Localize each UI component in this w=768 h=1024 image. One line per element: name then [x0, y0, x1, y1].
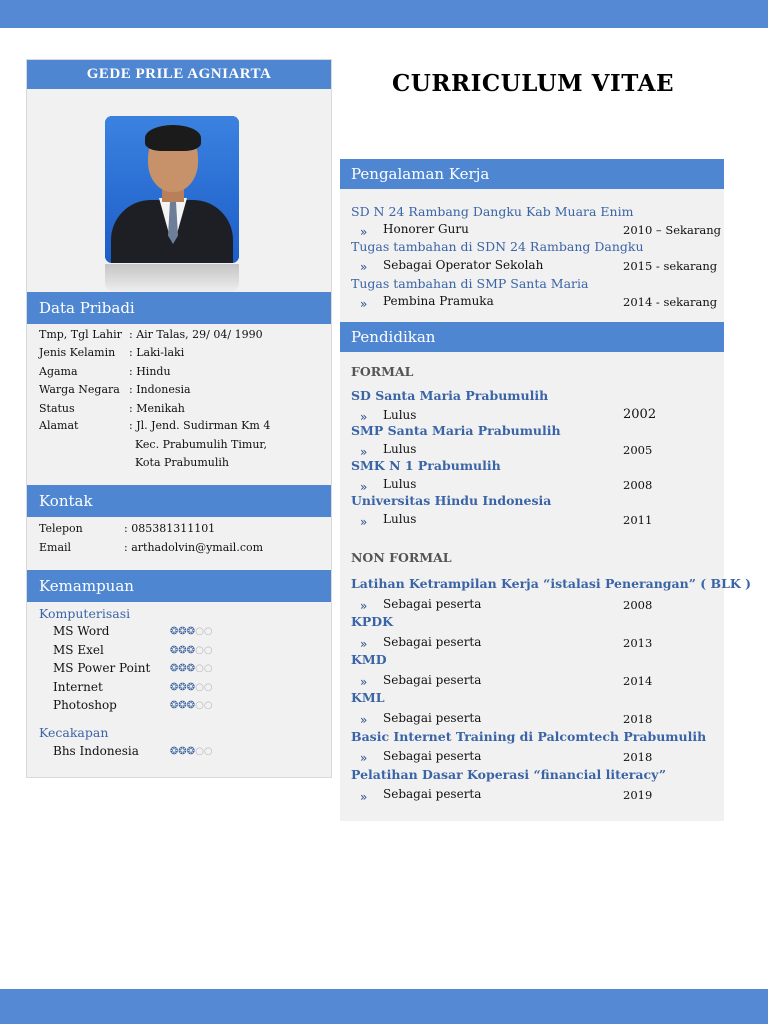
rating-empty-icon: ○ [195, 682, 204, 693]
rating-empty-icon: ○ [195, 663, 204, 674]
right-column [340, 159, 752, 821]
skill-name: Internet [53, 680, 103, 694]
experience-year: 2010 – Sekarang [623, 223, 721, 237]
rating-empty-icon: ○ [195, 645, 204, 656]
rating-empty-icon: ○ [203, 626, 213, 637]
formal-label: FORMAL [351, 364, 414, 379]
education-status: Lulus [383, 477, 417, 491]
training-role: Sebagai peserta [383, 635, 482, 649]
experience-role: Honorer Guru [383, 222, 469, 236]
training-title: Pelatihan Dasar Koperasi “financial literacy” [351, 767, 667, 782]
education-year: 2008 [623, 478, 653, 492]
education-title: SD Santa Maria Prabumulih [351, 388, 549, 403]
skill-name: Photoshop [53, 698, 117, 712]
rating-filled-icon: ❂ [170, 626, 179, 637]
rating-filled-icon: ❂ [178, 682, 187, 693]
experience-role: Pembina Pramuka [383, 294, 494, 308]
rating-empty-icon: ○ [195, 700, 204, 711]
rating-filled-icon: ❂ [170, 645, 179, 656]
training-role: Sebagai peserta [383, 597, 482, 611]
rating-filled-icon: ❂ [186, 700, 196, 711]
language-name: Bhs Indonesia [53, 744, 139, 758]
rating-filled-icon: ❂ [178, 700, 187, 711]
rating-filled-icon: ❂ [170, 663, 179, 674]
education-status: Lulus [383, 408, 417, 422]
rating-filled-icon: ❂ [178, 645, 187, 656]
experience-title: Tugas tambahan di SMP Santa Maria [351, 276, 589, 291]
rating-filled-icon: ❂ [170, 746, 179, 757]
rating-filled-icon: ❂ [186, 663, 196, 674]
training-title: Basic Internet Training di Palcomtech Prabumulih [351, 729, 707, 744]
value-gender: : Laki-laki [129, 346, 185, 359]
rating-filled-icon: ❂ [186, 626, 196, 637]
education-title: SMP Santa Maria Prabumulih [351, 423, 561, 438]
value-religion: : Hindu [129, 365, 171, 378]
value-email: : arthadolvin@ymail.com [124, 541, 264, 554]
rating-empty-icon: ○ [203, 645, 213, 656]
skill-name: MS Word [53, 624, 110, 638]
education-status: Lulus [383, 512, 417, 526]
training-year: 2018 [623, 712, 653, 726]
rating-empty-icon: ○ [203, 700, 213, 711]
nonformal-label: NON FORMAL [351, 550, 452, 565]
bullet-icon: » [360, 751, 368, 765]
experience-year: 2014 - sekarang [623, 295, 718, 309]
bullet-icon: » [360, 410, 368, 424]
education-status: Lulus [383, 442, 417, 456]
training-title: KMD [351, 652, 387, 667]
photo-reflection [105, 264, 239, 294]
section-data-pribadi: Data Pribadi [27, 292, 331, 324]
left-column [26, 59, 332, 778]
training-title: KPDK [351, 614, 393, 629]
rating-empty-icon: ○ [203, 746, 213, 757]
kecakapan-label: Kecakapan [39, 725, 109, 740]
experience-role: Sebagai Operator Sekolah [383, 258, 544, 272]
value-status: : Menikah [129, 402, 185, 415]
rating-empty-icon: ○ [203, 663, 213, 674]
section-kemampuan: Kemampuan [27, 570, 331, 602]
label-status: Status [39, 402, 75, 415]
bullet-icon: » [360, 445, 368, 459]
skill-rating-icon [170, 645, 213, 656]
skill-rating-icon [170, 663, 213, 674]
skill-rating-icon [170, 682, 213, 693]
training-role: Sebagai peserta [383, 749, 482, 763]
value-address-line3: Kota Prabumulih [135, 456, 229, 469]
training-role: Sebagai peserta [383, 673, 482, 687]
training-year: 2018 [623, 750, 653, 764]
value-address-line1: : Jl. Jend. Sudirman Km 4 [129, 419, 271, 432]
language-rating-icon [170, 746, 213, 757]
education-year: 2011 [623, 513, 653, 527]
label-email: Email [39, 541, 72, 554]
bullet-icon: » [360, 790, 368, 804]
person-name: GEDE PRILE AGNIARTA [27, 60, 331, 89]
skill-rating-icon [170, 700, 213, 711]
label-address: Alamat [39, 419, 79, 432]
section-pengalaman: Pengalaman Kerja [340, 159, 724, 189]
cv-title: CURRICULUM VITAE [392, 70, 674, 97]
bullet-icon: » [360, 297, 368, 311]
rating-empty-icon: ○ [195, 626, 204, 637]
rating-filled-icon: ❂ [170, 700, 179, 711]
rating-empty-icon: ○ [195, 746, 204, 757]
education-title: Universitas Hindu Indonesia [351, 493, 552, 508]
label-religion: Agama [39, 365, 78, 378]
profile-photo [105, 116, 239, 263]
skill-rating-icon [170, 626, 213, 637]
label-citizenship: Warga Negara [39, 383, 120, 396]
experience-title: Tugas tambahan di SDN 24 Rambang Dangku [351, 239, 644, 254]
komputerisasi-label: Komputerisasi [39, 606, 131, 621]
rating-empty-icon: ○ [203, 682, 213, 693]
value-address-line2: Kec. Prabumulih Timur, [135, 438, 267, 451]
top-band [0, 0, 768, 28]
bullet-icon: » [360, 713, 368, 727]
rating-filled-icon: ❂ [186, 746, 196, 757]
education-year: 2002 [623, 407, 657, 422]
training-role: Sebagai peserta [383, 787, 482, 801]
section-pendidikan: Pendidikan [340, 322, 724, 352]
rating-filled-icon: ❂ [178, 746, 187, 757]
skill-name: MS Exel [53, 643, 104, 657]
rating-filled-icon: ❂ [178, 663, 187, 674]
training-year: 2019 [623, 788, 653, 802]
bullet-icon: » [360, 480, 368, 494]
value-citizenship: : Indonesia [129, 383, 191, 396]
education-title: SMK N 1 Prabumulih [351, 458, 501, 473]
label-birth: Tmp, Tgl Lahir [39, 328, 122, 341]
training-year: 2008 [623, 598, 653, 612]
bullet-icon: » [360, 225, 368, 239]
value-birth: : Air Talas, 29/ 04/ 1990 [129, 328, 263, 341]
experience-year: 2015 - sekarang [623, 259, 718, 273]
experience-title: SD N 24 Rambang Dangku Kab Muara Enim [351, 204, 634, 219]
value-phone: : 085381311101 [124, 522, 216, 535]
section-kontak: Kontak [27, 485, 331, 517]
rating-filled-icon: ❂ [186, 682, 196, 693]
skill-name: MS Power Point [53, 661, 151, 675]
bullet-icon: » [360, 260, 368, 274]
bullet-icon: » [360, 675, 368, 689]
training-year: 2014 [623, 674, 653, 688]
rating-filled-icon: ❂ [170, 682, 179, 693]
bullet-icon: » [360, 637, 368, 651]
training-role: Sebagai peserta [383, 711, 482, 725]
training-title: KML [351, 690, 385, 705]
training-title: Latihan Ketrampilan Kerja “istalasi Penerangan” ( BLK ) [351, 576, 752, 591]
bottom-band [0, 989, 768, 1024]
education-year: 2005 [623, 443, 653, 457]
rating-filled-icon: ❂ [186, 645, 196, 656]
rating-filled-icon: ❂ [178, 626, 187, 637]
bullet-icon: » [360, 599, 368, 613]
training-year: 2013 [623, 636, 653, 650]
label-gender: Jenis Kelamin [39, 346, 116, 359]
label-phone: Telepon [39, 522, 83, 535]
bullet-icon: » [360, 515, 368, 529]
